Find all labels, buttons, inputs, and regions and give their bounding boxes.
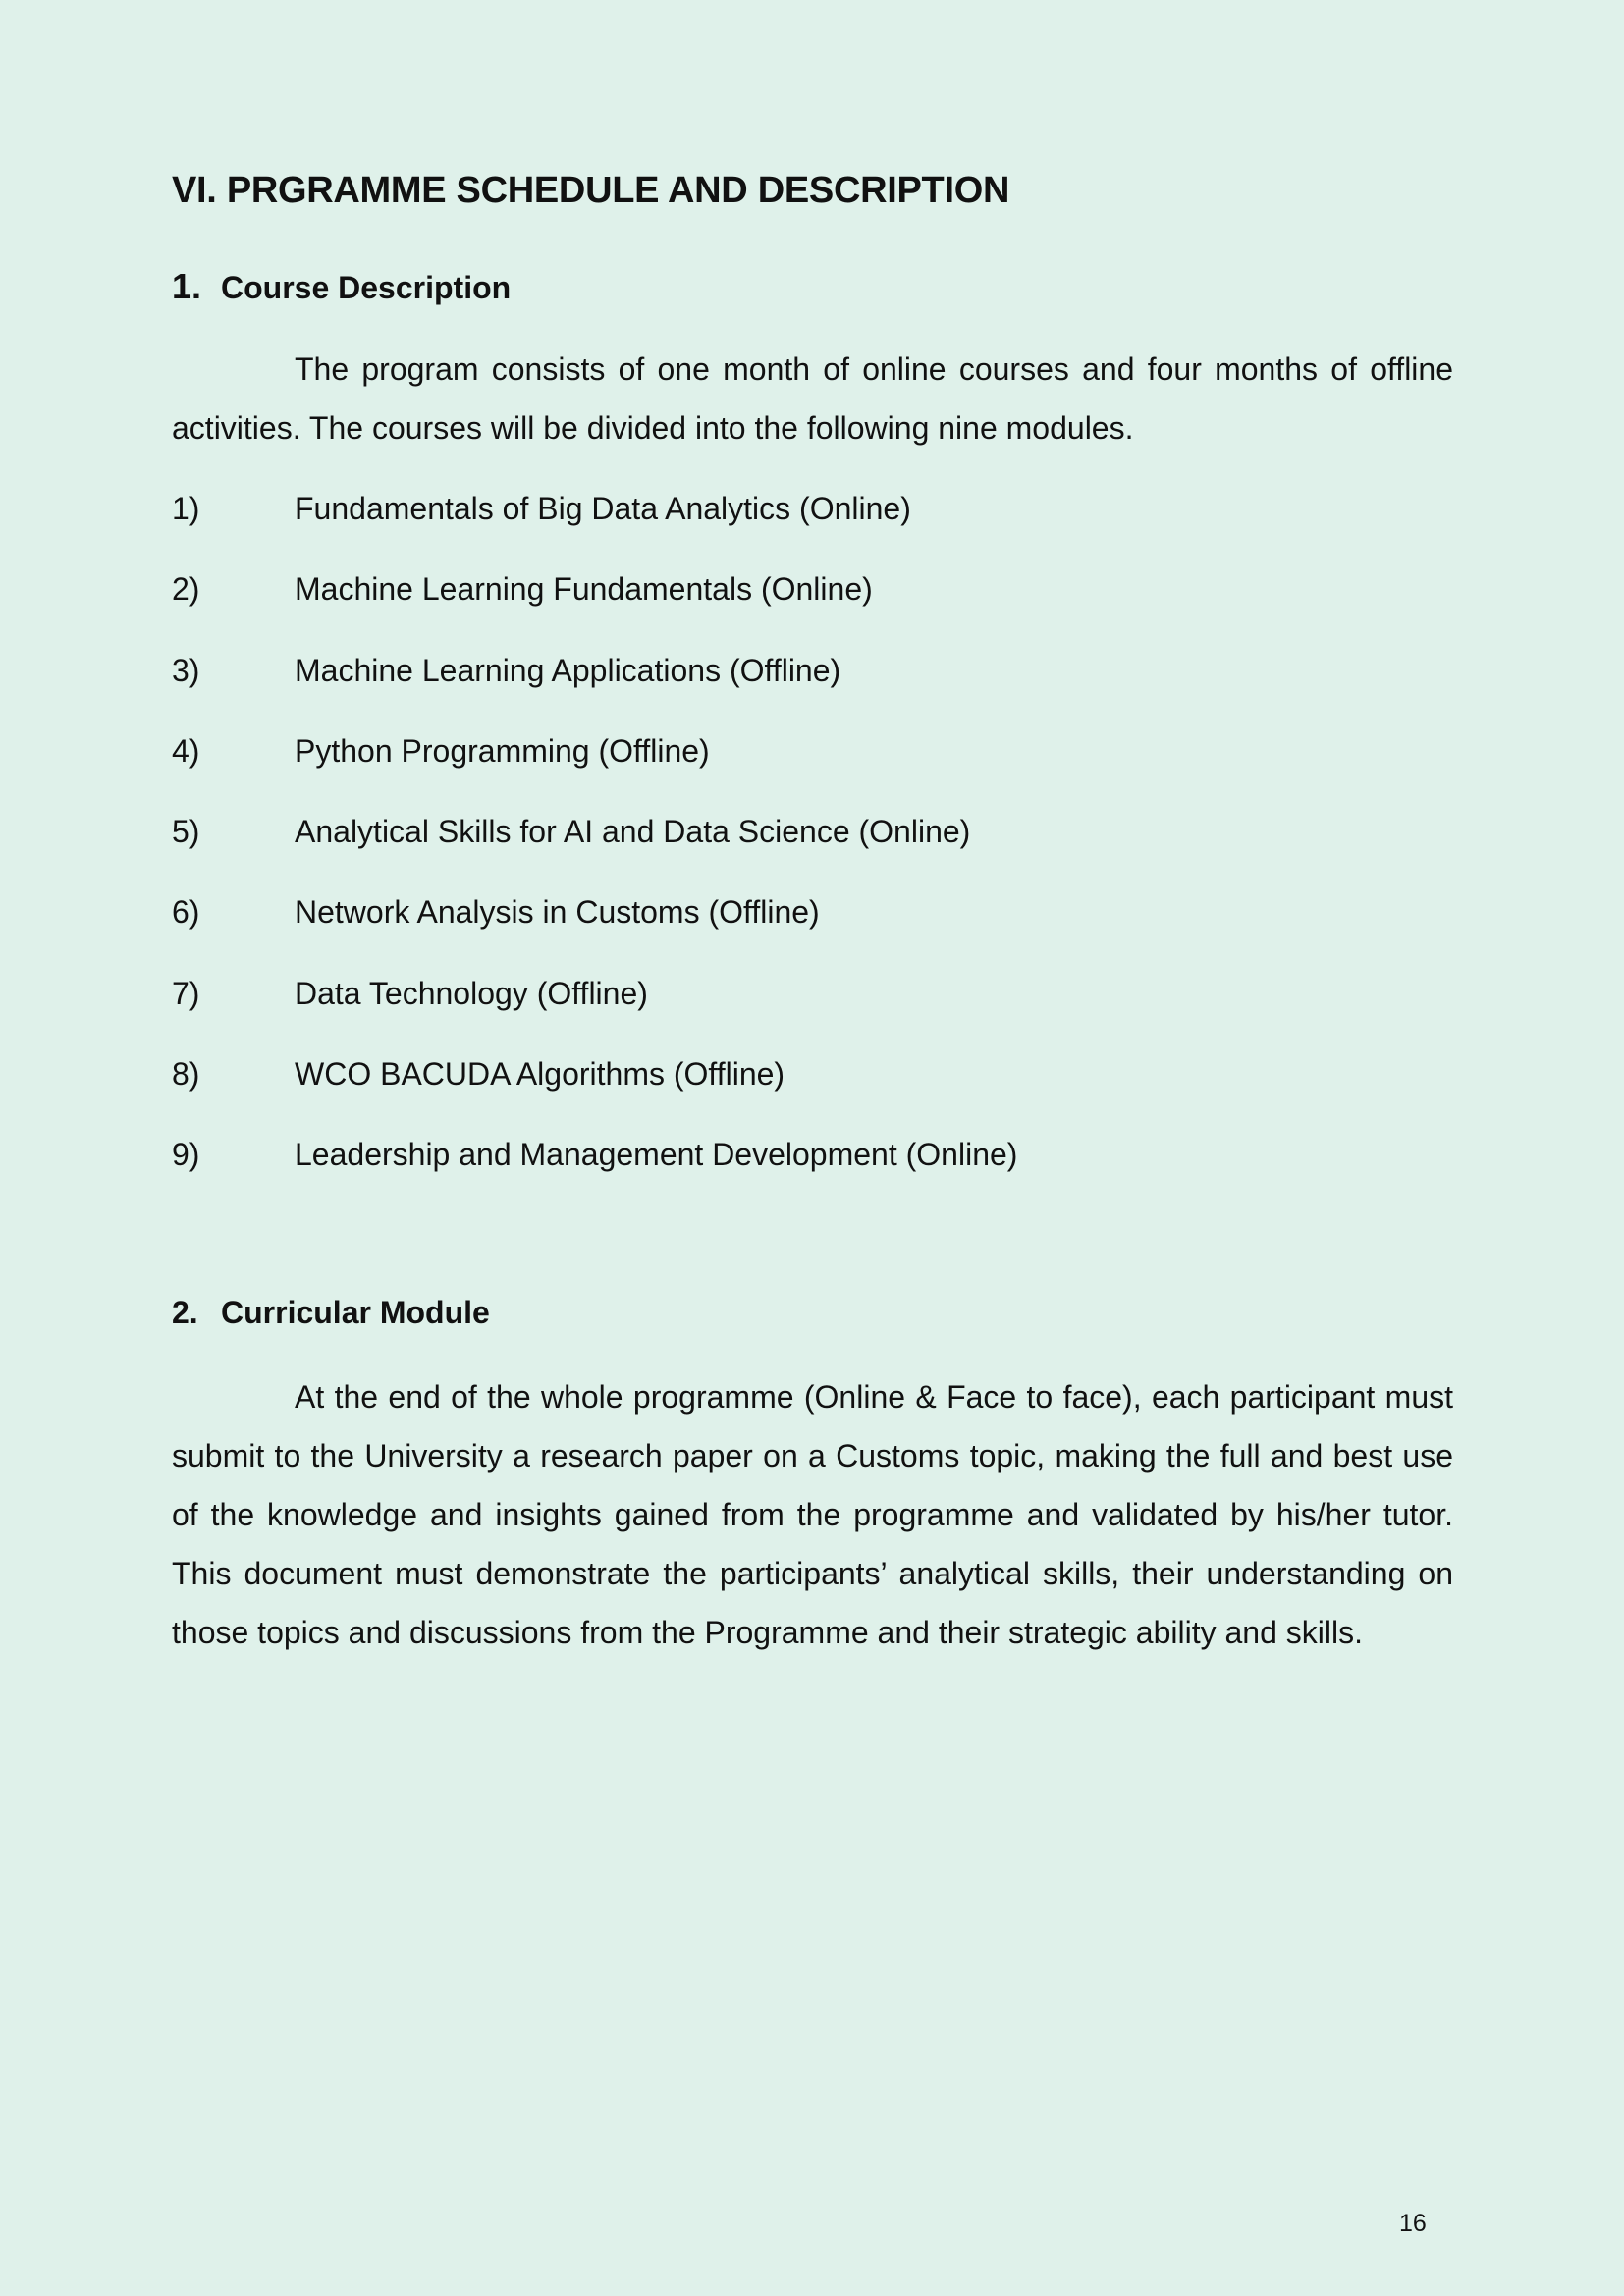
section-title: Course Description	[221, 270, 512, 305]
list-item-number: 7)	[172, 975, 200, 1011]
list-item-label: WCO BACUDA Algorithms (Offline)	[295, 1056, 785, 1093]
list-item-label: Analytical Skills for AI and Data Science (Online)	[295, 814, 971, 850]
list-item-label: Machine Learning Fundamentals (Online)	[295, 571, 873, 608]
list-item-number: 4)	[172, 732, 200, 769]
list-item-label: Machine Learning Applications (Offline)	[295, 652, 841, 688]
list-item-label: Fundamentals of Big Data Analytics (Online)	[295, 491, 911, 526]
list-item	[172, 964, 1017, 1044]
list-item	[172, 641, 1017, 721]
section-heading-curricular-module	[172, 1294, 490, 1331]
module-list	[172, 479, 1017, 1206]
section-number: 1.	[172, 266, 202, 306]
list-item	[172, 479, 1017, 560]
list-item-number: 6)	[172, 894, 200, 931]
document-page	[172, 0, 1453, 2296]
section-number: 2.	[172, 1295, 198, 1330]
list-item-number: 5)	[172, 814, 200, 850]
list-item-number: 8)	[172, 1056, 200, 1093]
list-item-label: Python Programming (Offline)	[295, 732, 710, 769]
list-item-number: 2)	[172, 571, 200, 608]
list-item-label: Leadership and Management Development (Online)	[295, 1137, 1018, 1173]
list-item	[172, 882, 1017, 963]
list-item	[172, 721, 1017, 802]
list-item	[172, 1044, 1017, 1125]
section-heading-course-description	[172, 265, 511, 307]
list-item-number: 3)	[172, 652, 200, 688]
course-description-paragraph: The program consists of one month of online courses and four months of offline activities. The courses will be divided into the following nine modules.	[172, 351, 1453, 446]
list-item	[172, 1125, 1017, 1205]
page-number: 16	[1399, 2210, 1427, 2237]
list-item	[172, 560, 1017, 640]
list-item-label: Data Technology (Offline)	[295, 975, 648, 1011]
page-title: VI. PRGRAMME SCHEDULE AND DESCRIPTION	[172, 170, 1010, 211]
section-title: Curricular Module	[221, 1295, 490, 1330]
list-item-number: 1)	[172, 491, 200, 526]
list-item-number: 9)	[172, 1137, 200, 1173]
list-item-label: Network Analysis in Customs (Offline)	[295, 894, 820, 931]
list-item	[172, 802, 1017, 882]
curricular-module-paragraph: At the end of the whole programme (Online & Face to face), each participant must submit to the University a research paper on a Customs topic, making the full and best use of the knowledge and insights gained from the programme and validated by his/her tutor. This document must demonstrate the participants’ analytical skills, their understanding on those topics and discussions from the Programme and their strategic ability and skills.	[172, 1379, 1453, 1650]
